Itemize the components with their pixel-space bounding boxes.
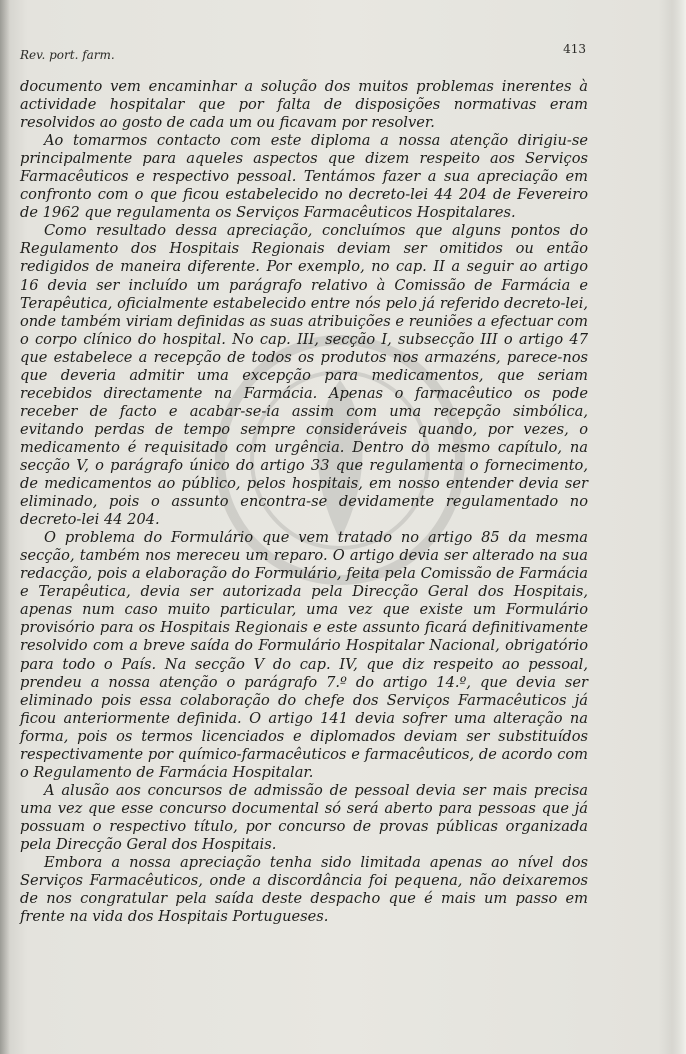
article-body [20, 78, 588, 926]
page-number: 413 [563, 42, 586, 56]
paragraph-5: A alusão aos concursos de admissão de pessoal devia ser mais precisa uma vez que esse concurso documental só será aberto para pessoas que já possuam o respectivo título, por concurso de provas públicas organizada pela Direcção Geral dos Hospitais. [20, 781, 588, 853]
paragraph-2: Ao tomarmos contacto com este diploma a nossa atenção dirigiu-se principalmente para aqueles aspectos que dizem respeito aos Serviços Farmacêuticos e respectivo pessoal. Tentámos fazer a sua apreciação em confronto com o que ficou estabelecido no decreto-lei 44 204 de Fevereiro de 1962 que regulamenta os Serviços Farmacêuticos Hospitalares. [20, 132, 588, 222]
binding-shadow [0, 0, 10, 1054]
running-header [20, 42, 586, 62]
paragraph-6: Embora a nossa apreciação tenha sido limitada apenas ao nível dos Serviços Farmacêuticos, onde a discordância foi pequena, não deixaremos de nos congratular pela saída deste despacho que é mais um passo em frente na vida dos Hospitais Portugueses. [20, 854, 588, 926]
paragraph-4: O problema do Formulário que vem tratado no artigo 85 da mesma secção, também nos mereceu um reparo. O artigo devia ser alterado na sua redacção, pois a elaboração do Formulário, feita pela Comissão de Farmácia e Terapêutica, devia ser autorizada pela Direcção Geral dos Hospitais, apenas num caso muito particular, uma vez que existe um Formulário provisório para os Hospitais Regionais e este assunto ficará definitivamente resolvido com a breve saída do Formulário Hospitalar Nacional, obrigatório para todo o País. Na secção V do cap. IV, que diz respeito ao pessoal, prendeu a nossa atenção o parágrafo 7.º do artigo 14.º, que devia ser eliminado pois essa colaboração do chefe dos Serviços Farmacêuticos já ficou anteriormente definida. O artigo 141 devia sofrer uma alteração na forma, pois os termos licenciados e diplomados deviam ser substituídos respectivamente por químico-farmacêuticos e farmacêuticos, de acordo com o Regulamento de Farmácia Hospitalar. [20, 529, 588, 781]
paragraph-1: documento vem encaminhar a solução dos muitos problemas inerentes à actividade hospitalar que por falta de disposições normativas eram resolvidos ao gosto de cada um ou ficavam por resolver. [20, 78, 588, 132]
page-edge [672, 0, 686, 1054]
journal-title: Rev. port. farm. [20, 48, 115, 62]
paragraph-3: Como resultado dessa apreciação, concluímos que alguns pontos do Regulamento dos Hospitais Regionais deviam ser omitidos ou então redigidos de maneira diferente. Por exemplo, no cap. II a seguir ao artigo 16 devia ser incluído um parágrafo relativo à Comissão de Farmácia e Terapêutica, oficialmente estabelecido entre nós pelo já referido decreto-lei, onde também viriam definidas as suas atribuições e reuniões a efectuar com o corpo clínico do hospital. No cap. III, secção I, subsecção III o artigo 47 que estabelece a recepção de todos os produtos nos armazéns, parece-nos que deveria admitir uma excepção para medicamentos, que seriam recebidos directamente na Farmácia. Apenas o farmacêutico os pode receber de facto e acabar-se-ia assim com uma recepção simbólica, evitando perdas de tempo sempre consideráveis quando, por vezes, o medicamento é requisitado com urgência. Dentro do mesmo capítulo, na secção V, o parágrafo único do artigo 33 que regulamenta o fornecimento, de medicamentos ao público, pelos hospitais, em nosso entender devia ser eliminado, pois o assunto encontra-se devidamente regulamentado no decreto-lei 44 204. [20, 222, 588, 529]
